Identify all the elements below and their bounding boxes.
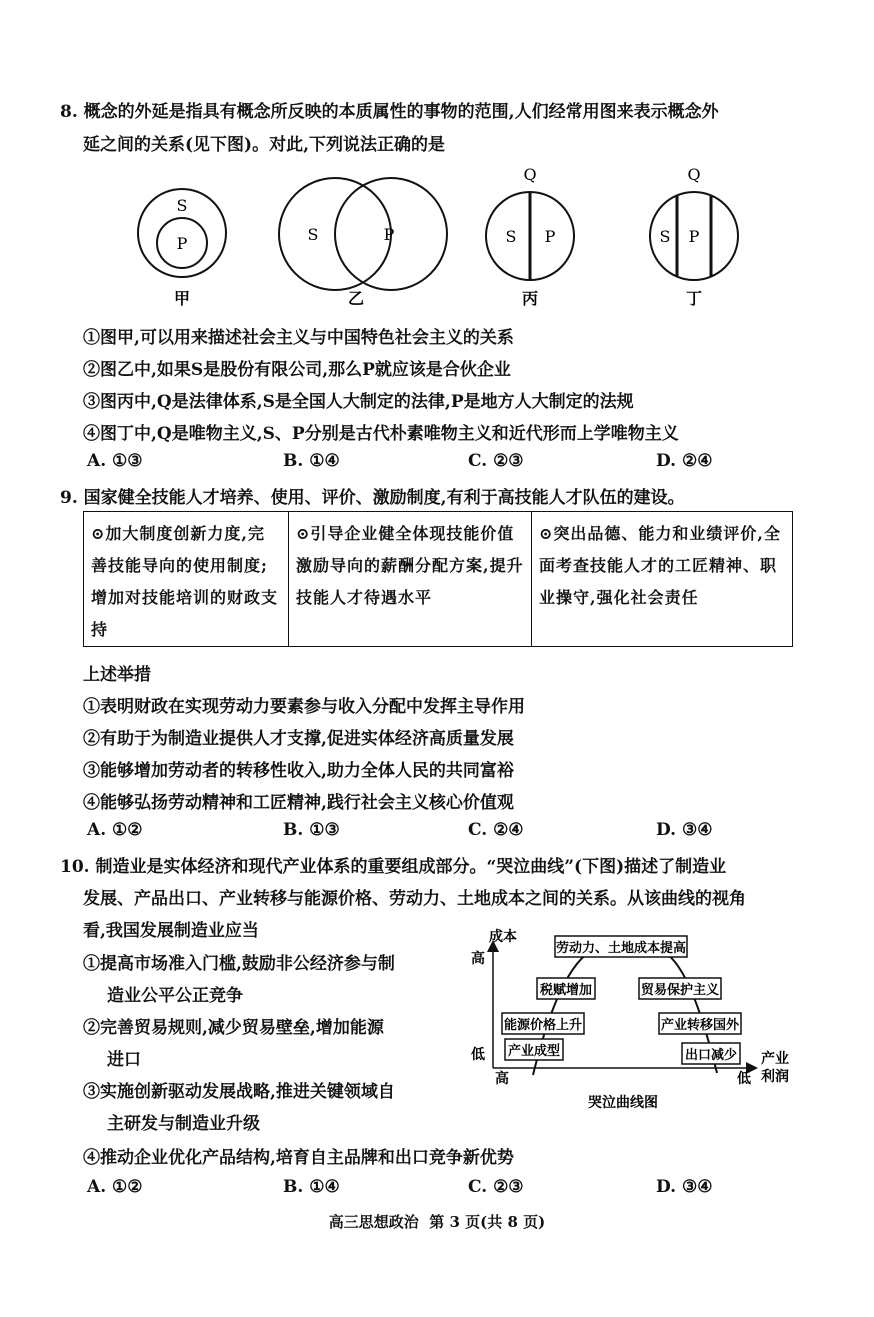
q9-item-4: ④能够弘扬劳动精神和工匠精神,践行社会主义核心价值观: [83, 793, 514, 813]
yi-caption: 乙: [347, 289, 365, 308]
q10-option-b[interactable]: B. ①④: [283, 1177, 340, 1197]
bing-top-label: Q: [523, 165, 537, 184]
x-low-label: 低: [737, 1071, 751, 1087]
q9-option-d[interactable]: D. ③④: [656, 820, 713, 840]
diagram-bing: [486, 165, 574, 308]
q9-measure-3: ⊙突出品德、能力和业绩评价,全面考查技能人才的工匠精神、职业操守,强化社会责任: [532, 512, 793, 647]
x-axis-title-2: 利润: [761, 1069, 789, 1085]
diagram-ding: [650, 165, 738, 308]
q10-stem-line1: 10. 制造业是实体经济和现代产业体系的重要组成部分。“哭泣曲线”(下图)描述了制造业: [60, 857, 727, 877]
label-labor-land-cost: 劳动力、土地成本提高: [555, 941, 687, 956]
q10-item-1a: ①提高市场准入门槛,鼓励非公经济参与制: [83, 954, 395, 974]
q9-measures-table: [83, 511, 793, 647]
x-high-label: 高: [495, 1071, 509, 1087]
q10-item-4: ④推动企业优化产品结构,培育自主品牌和出口竞争新优势: [83, 1148, 514, 1168]
bing-right-label: P: [544, 227, 556, 246]
q9-option-c[interactable]: C. ②④: [468, 820, 524, 840]
page-footer: 高三思想政治 第 3 页(共 8 页): [328, 1213, 546, 1231]
q8-option-b[interactable]: B. ①④: [283, 451, 340, 471]
x-axis-title-1: 产业: [761, 1051, 789, 1067]
ding-left-label: S: [659, 227, 671, 246]
q8-option-a[interactable]: A. ①③: [87, 451, 143, 471]
label-energy-price-rise: 能源价格上升: [503, 1018, 583, 1033]
q9-option-b[interactable]: B. ①③: [283, 820, 340, 840]
q10-stem-line2: 发展、产品出口、产业转移与能源价格、劳动力、土地成本之间的关系。从该曲线的视角: [83, 889, 746, 909]
q8-item-4: ④图丁中,Q是唯物主义,S、P分别是古代朴素唯物主义和近代形而上学唯物主义: [83, 424, 679, 444]
jia-outer-label: S: [176, 196, 188, 215]
label-export-decrease: 出口减少: [684, 1048, 738, 1063]
y-low-label: 低: [471, 1047, 485, 1063]
q8-concept-diagrams: [120, 160, 760, 310]
q10-item-1b: 造业公平公正竞争: [107, 986, 243, 1006]
q9-item-3: ③能够增加劳动者的转移性收入,助力全体人民的共同富裕: [83, 761, 514, 781]
label-industry-formed: 产业成型: [507, 1044, 561, 1059]
q9-item-2: ②有助于为制造业提供人才支撑,促进实体经济高质量发展: [83, 729, 514, 749]
chart-caption: 哭泣曲线图: [588, 1095, 658, 1111]
y-axis-title: 成本: [489, 929, 517, 945]
bing-caption: 丙: [521, 289, 539, 308]
q8-stem-line1: 8. 概念的外延是指具有概念所反映的本质属性的事物的范围,人们经常用图来表示概念外: [60, 102, 719, 122]
q9-lead: 上述举措: [83, 665, 151, 685]
diagram-jia: [138, 189, 226, 308]
jia-caption: 甲: [173, 289, 191, 308]
q9-measure-1: ⊙加大制度创新力度,完善技能导向的使用制度;增加对技能培训的财政支持: [84, 512, 289, 647]
q9-option-a[interactable]: A. ①②: [87, 820, 143, 840]
q8-option-d[interactable]: D. ②④: [656, 451, 713, 471]
y-high-label: 高: [471, 951, 485, 967]
q10-option-d[interactable]: D. ③④: [656, 1177, 713, 1197]
q10-item-2a: ②完善贸易规则,减少贸易壁垒,增加能源: [83, 1018, 384, 1038]
bing-left-label: S: [505, 227, 517, 246]
q9-item-1: ①表明财政在实现劳动力要素参与收入分配中发挥主导作用: [83, 697, 525, 717]
q9-measure-2: ⊙引导企业健全体现技能价值激励导向的薪酬分配方案,提升技能人才待遇水平: [289, 512, 532, 647]
q10-item-2b: 进口: [107, 1050, 141, 1070]
q8-item-2: ②图乙中,如果S是股份有限公司,那么P就应该是合伙企业: [83, 360, 511, 380]
q10-item-3b: 主研发与制造业升级: [107, 1114, 260, 1134]
q10-stem-line3: 看,我国发展制造业应当: [83, 921, 259, 941]
yi-left-label: S: [307, 225, 319, 244]
q8-stem-line2: 延之间的关系(见下图)。对此,下列说法正确的是: [83, 135, 446, 155]
jia-inner-label: P: [176, 234, 188, 253]
q8-item-1: ①图甲,可以用来描述社会主义与中国特色社会主义的关系: [83, 328, 514, 348]
crying-curve-chart: [455, 925, 805, 1115]
label-industry-transfer-abroad: 产业转移国外: [660, 1018, 740, 1033]
diagram-yi: [279, 178, 447, 308]
yi-right-label: P: [383, 225, 395, 244]
q10-option-c[interactable]: C. ②③: [468, 1177, 524, 1197]
ding-right-label: P: [688, 227, 700, 246]
ding-caption: 丁: [685, 289, 703, 308]
q10-item-3a: ③实施创新驱动发展战略,推进关键领域自: [83, 1082, 395, 1102]
q10-option-a[interactable]: A. ①②: [87, 1177, 143, 1197]
ding-top-label: Q: [687, 165, 701, 184]
label-tax-increase: 税赋增加: [539, 983, 593, 998]
label-trade-protectionism: 贸易保护主义: [640, 983, 720, 998]
q9-stem: 9. 国家健全技能人才培养、使用、评价、激励制度,有利于高技能人才队伍的建设。: [60, 488, 685, 508]
q8-item-3: ③图丙中,Q是法律体系,S是全国人大制定的法律,P是地方人大制定的法规: [83, 392, 634, 412]
q8-option-c[interactable]: C. ②③: [468, 451, 524, 471]
